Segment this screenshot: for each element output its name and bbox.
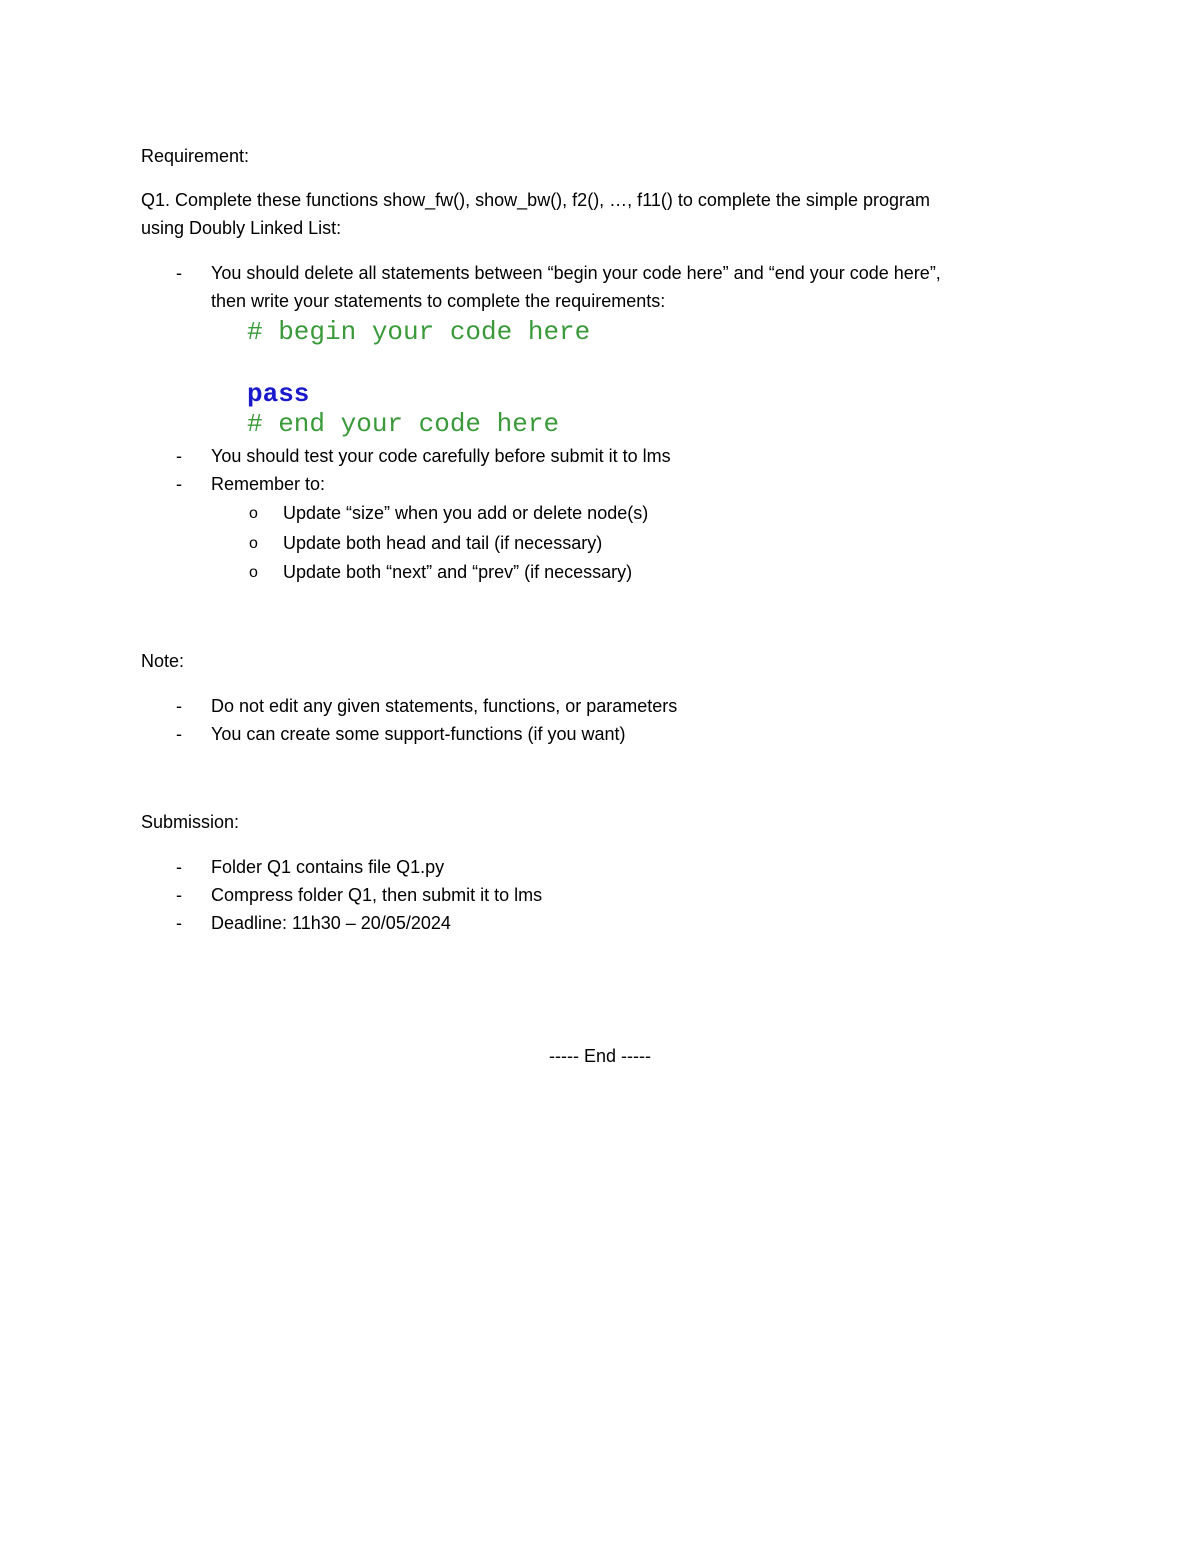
code-end-comment: # end your code here (247, 409, 560, 439)
q1-text-line1: Q1. Complete these functions show_fw(), show_bw(), f2(), …, f11() to complete the simple program (141, 190, 930, 210)
submission-item-folder: Folder Q1 contains file Q1.py (211, 857, 445, 877)
bullet-delete-statements-line1: You should delete all statements between “begin your code here” and “end your code here”, (211, 263, 941, 283)
bullet-delete-statements-line2: then write your statements to complete the requirements: (211, 291, 666, 311)
bullet-dash: - (176, 724, 182, 744)
note-heading: Note: (141, 651, 185, 671)
sub-bullet-circle: o (249, 564, 258, 581)
submission-heading: Submission: (141, 812, 240, 832)
end-marker: ----- End ----- (549, 1046, 651, 1066)
submission-item-deadline: Deadline: 11h30 – 20/05/2024 (211, 913, 451, 933)
sub-bullet-update-next-prev: Update both “next” and “prev” (if necessary) (283, 562, 633, 582)
code-begin-comment: # begin your code here (247, 317, 591, 347)
bullet-dash: - (176, 474, 182, 494)
bullet-remember: Remember to: (211, 474, 326, 494)
bullet-dash: - (176, 857, 182, 877)
bullet-dash: - (176, 913, 182, 933)
sub-bullet-update-size: Update “size” when you add or delete node(s) (283, 503, 649, 523)
note-item-support-functions: You can create some support-functions (if you want) (211, 724, 626, 744)
bullet-dash: - (176, 446, 182, 466)
requirement-heading: Requirement: (141, 146, 250, 166)
sub-bullet-circle: o (249, 535, 258, 552)
bullet-dash: - (176, 885, 182, 905)
sub-bullet-update-head-tail: Update both head and tail (if necessary) (283, 533, 603, 553)
sub-bullet-circle: o (249, 505, 258, 522)
code-pass-keyword: pass (247, 379, 310, 409)
bullet-test-code: You should test your code carefully before submit it to lms (211, 446, 671, 466)
bullet-dash: - (176, 263, 182, 283)
q1-text-line2: using Doubly Linked List: (141, 218, 342, 238)
submission-item-compress: Compress folder Q1, then submit it to lms (211, 885, 543, 905)
bullet-dash: - (176, 696, 182, 716)
note-item-no-edit: Do not edit any given statements, functions, or parameters (211, 696, 678, 716)
